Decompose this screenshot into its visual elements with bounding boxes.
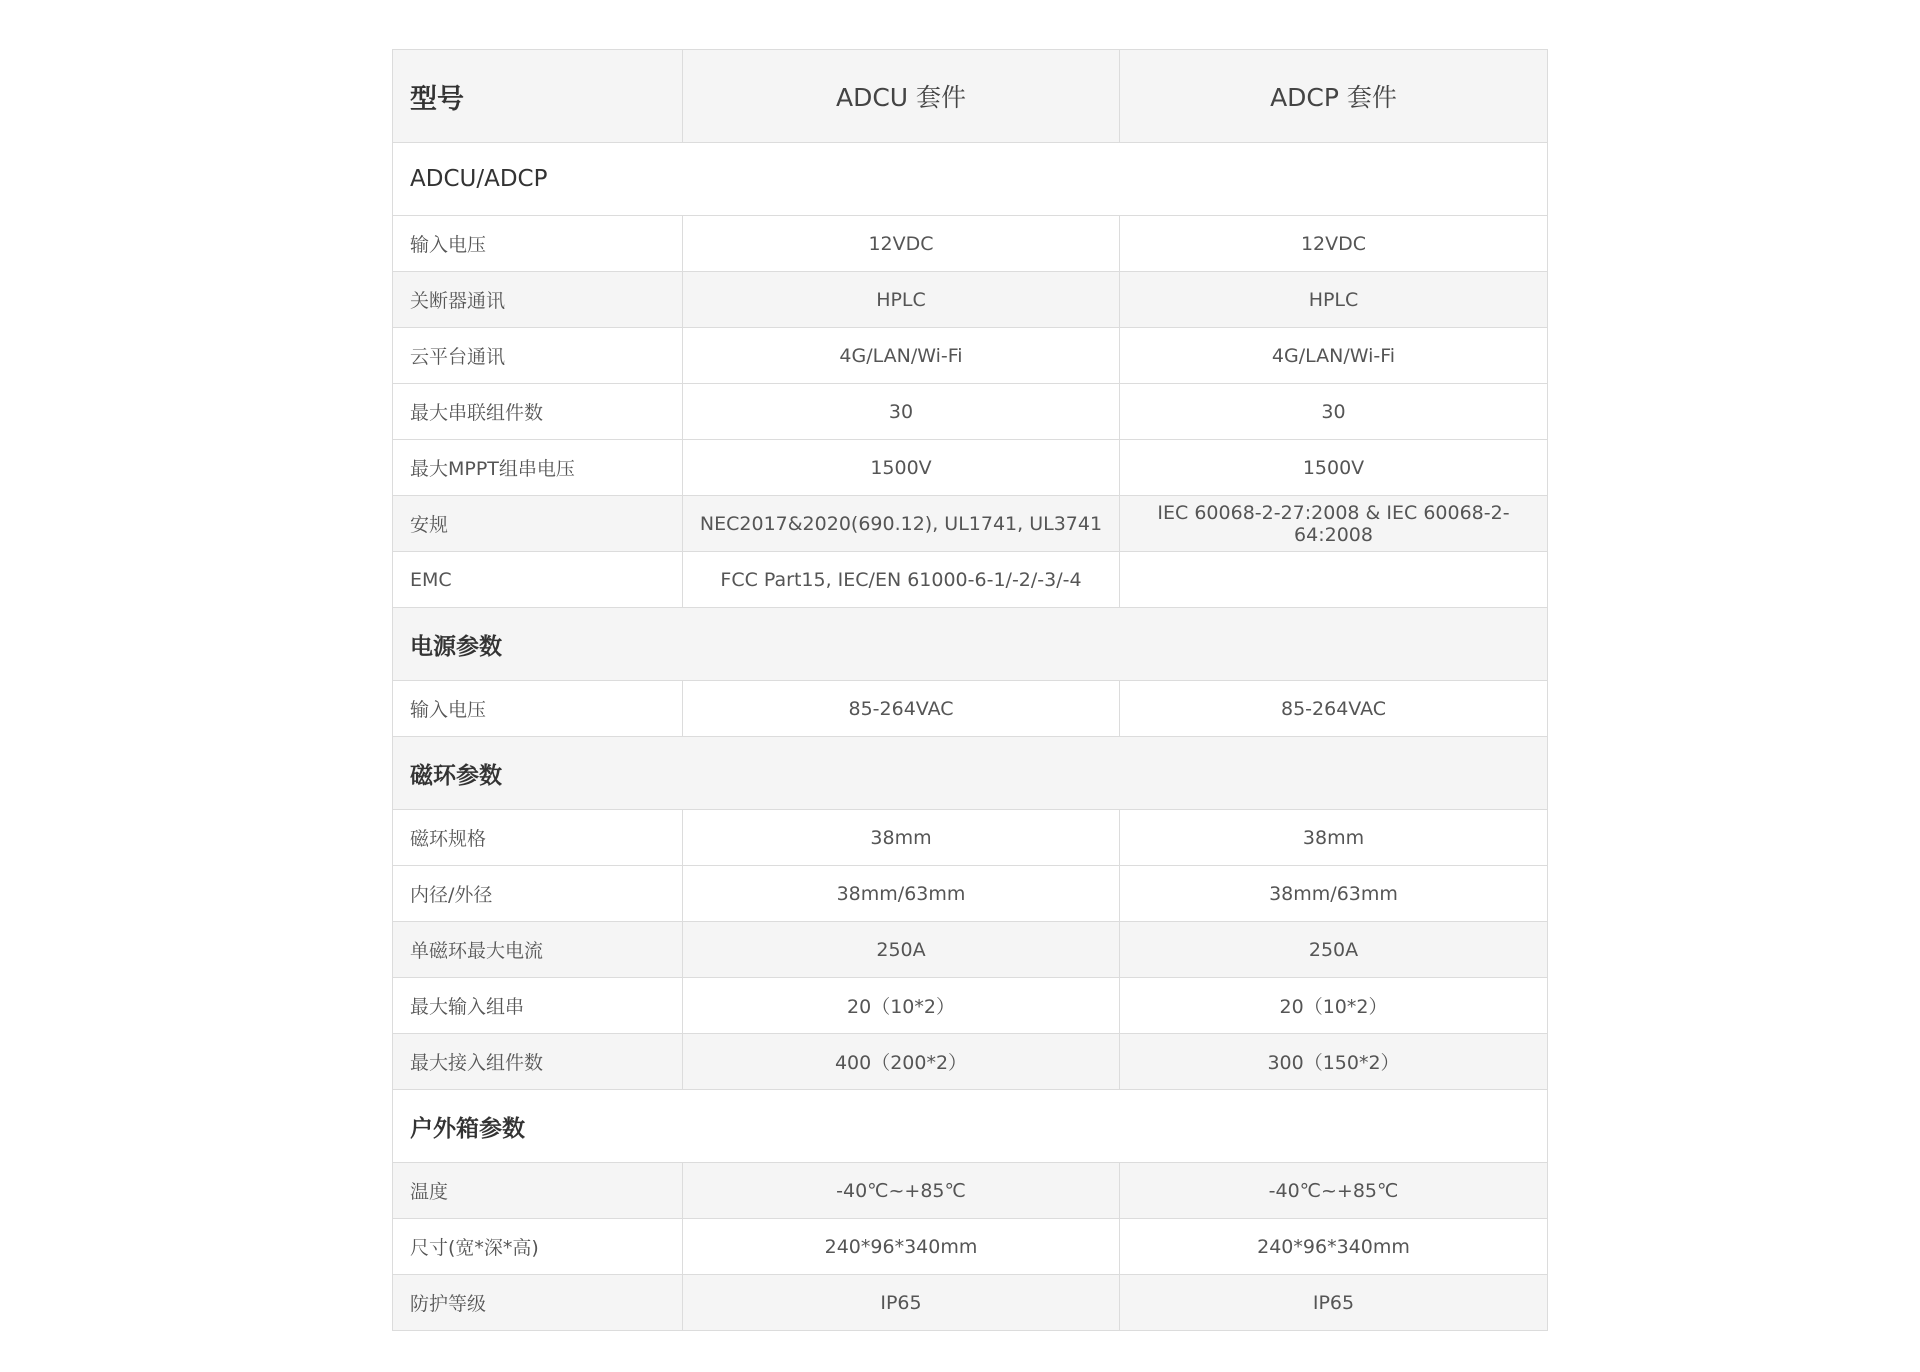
row-label: 内径/外径 bbox=[393, 866, 683, 922]
header-model-label: 型号 bbox=[393, 50, 683, 143]
table-row bbox=[393, 216, 1548, 272]
table-row bbox=[393, 440, 1548, 496]
row-label: 云平台通讯 bbox=[393, 328, 683, 384]
spec-table bbox=[392, 49, 1548, 1331]
table-row bbox=[393, 1034, 1548, 1090]
section-row-adcu-adcp bbox=[393, 143, 1548, 216]
adcu-value: IP65 bbox=[683, 1275, 1120, 1331]
table-row bbox=[393, 384, 1548, 440]
table-row bbox=[393, 810, 1548, 866]
adcu-value: HPLC bbox=[683, 272, 1120, 328]
table-row bbox=[393, 272, 1548, 328]
adcu-value: 38mm/63mm bbox=[683, 866, 1120, 922]
adcp-value: 38mm bbox=[1120, 810, 1548, 866]
table-row bbox=[393, 681, 1548, 737]
adcp-value: 250A bbox=[1120, 922, 1548, 978]
row-label: 最大串联组件数 bbox=[393, 384, 683, 440]
adcp-value: 1500V bbox=[1120, 440, 1548, 496]
adcp-value: 38mm/63mm bbox=[1120, 866, 1548, 922]
adcu-value: 30 bbox=[683, 384, 1120, 440]
adcp-value: -40℃~+85℃ bbox=[1120, 1163, 1548, 1219]
adcp-value: IP65 bbox=[1120, 1275, 1548, 1331]
adcu-value: 38mm bbox=[683, 810, 1120, 866]
header-adcu-kit: ADCU 套件 bbox=[683, 50, 1120, 143]
section-row-power bbox=[393, 608, 1548, 681]
adcp-value: 20（10*2） bbox=[1120, 978, 1548, 1034]
adcu-value: 1500V bbox=[683, 440, 1120, 496]
row-label: EMC bbox=[393, 552, 683, 608]
adcp-value: IEC 60068-2-27:2008 & IEC 60068-2-64:2008 bbox=[1120, 496, 1548, 552]
adcp-value: 240*96*340mm bbox=[1120, 1219, 1548, 1275]
adcu-value: 85-264VAC bbox=[683, 681, 1120, 737]
adcu-value: FCC Part15, IEC/EN 61000-6-1/-2/-3/-4 bbox=[683, 552, 1120, 608]
adcp-value: 4G/LAN/Wi-Fi bbox=[1120, 328, 1548, 384]
adcu-value: 12VDC bbox=[683, 216, 1120, 272]
table-row bbox=[393, 328, 1548, 384]
row-label: 输入电压 bbox=[393, 216, 683, 272]
adcu-value: NEC2017&2020(690.12), UL1741, UL3741 bbox=[683, 496, 1120, 552]
adcu-value: 250A bbox=[683, 922, 1120, 978]
row-label: 单磁环最大电流 bbox=[393, 922, 683, 978]
table-row bbox=[393, 978, 1548, 1034]
table-row bbox=[393, 1219, 1548, 1275]
table-row bbox=[393, 552, 1548, 608]
row-label: 最大输入组串 bbox=[393, 978, 683, 1034]
row-label: 最大接入组件数 bbox=[393, 1034, 683, 1090]
section-title: 电源参数 bbox=[393, 608, 1548, 681]
table-row bbox=[393, 922, 1548, 978]
section-title: 户外箱参数 bbox=[393, 1090, 1548, 1163]
adcu-value: 4G/LAN/Wi-Fi bbox=[683, 328, 1120, 384]
adcu-value: -40℃~+85℃ bbox=[683, 1163, 1120, 1219]
row-label: 最大MPPT组串电压 bbox=[393, 440, 683, 496]
section-title: ADCU/ADCP bbox=[393, 143, 1548, 216]
table-row bbox=[393, 866, 1548, 922]
adcu-value: 240*96*340mm bbox=[683, 1219, 1120, 1275]
section-row-magnetic-ring bbox=[393, 737, 1548, 810]
adcp-value: 30 bbox=[1120, 384, 1548, 440]
adcu-value: 400（200*2） bbox=[683, 1034, 1120, 1090]
adcp-value bbox=[1120, 552, 1548, 608]
row-label: 安规 bbox=[393, 496, 683, 552]
header-adcp-kit: ADCP 套件 bbox=[1120, 50, 1548, 143]
table-row bbox=[393, 1275, 1548, 1331]
adcp-value: HPLC bbox=[1120, 272, 1548, 328]
row-label: 关断器通讯 bbox=[393, 272, 683, 328]
table-row bbox=[393, 1163, 1548, 1219]
row-label: 防护等级 bbox=[393, 1275, 683, 1331]
row-label: 磁环规格 bbox=[393, 810, 683, 866]
table-header-row bbox=[393, 50, 1548, 143]
row-label: 温度 bbox=[393, 1163, 683, 1219]
row-label: 尺寸(宽*深*高) bbox=[393, 1219, 683, 1275]
section-row-outdoor-box bbox=[393, 1090, 1548, 1163]
adcp-value: 85-264VAC bbox=[1120, 681, 1548, 737]
adcp-value: 300（150*2） bbox=[1120, 1034, 1548, 1090]
adcu-value: 20（10*2） bbox=[683, 978, 1120, 1034]
adcp-value: 12VDC bbox=[1120, 216, 1548, 272]
table-row bbox=[393, 496, 1548, 552]
section-title: 磁环参数 bbox=[393, 737, 1548, 810]
row-label: 输入电压 bbox=[393, 681, 683, 737]
